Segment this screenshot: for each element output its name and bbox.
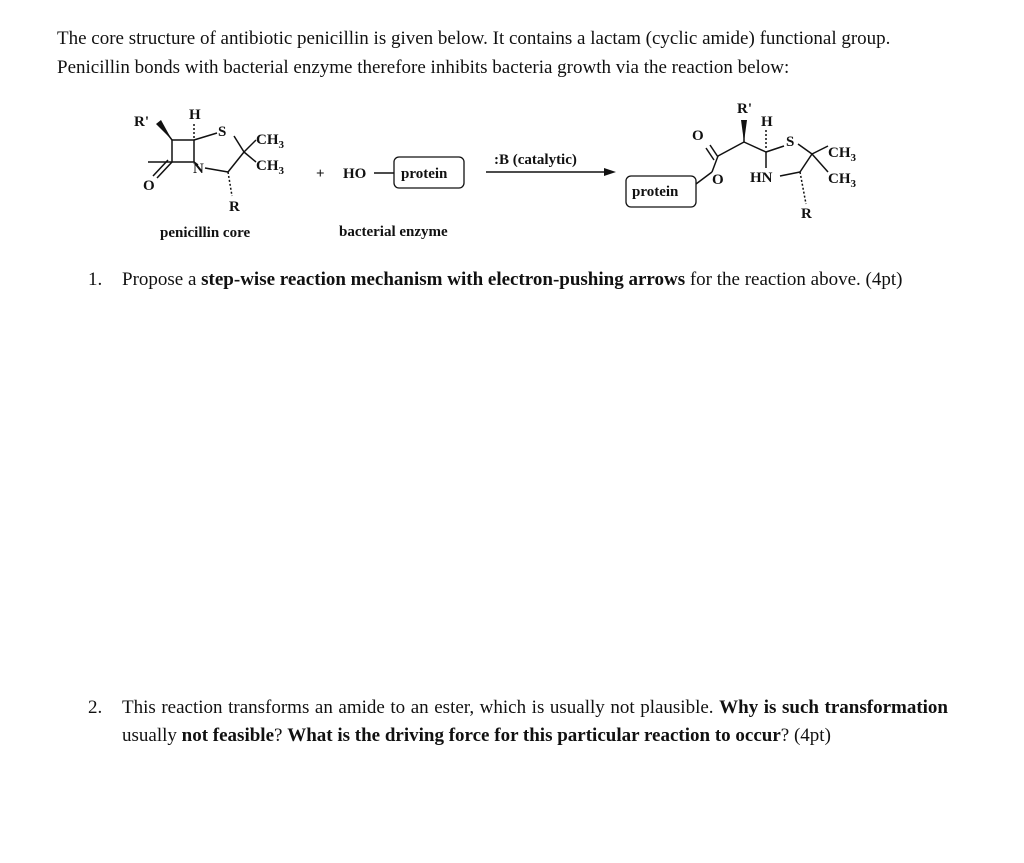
penicillin-o: O [143,178,155,194]
product-ch3-bottom: $CH_3$ [828,171,856,190]
penicillin-ch3-top: $CH_3$ [256,132,284,151]
product-ch3-top: $CH_3$ [828,145,856,164]
penicillin-n: N [193,161,204,177]
penicillin-caption: penicillin core [160,225,251,241]
product-wedge-bond [741,120,747,142]
catalyst-label: :B (catalytic) [494,152,577,168]
penicillin-r-prime: R' [134,114,149,130]
enzyme-protein-label: protein [401,166,448,182]
enzyme-ho: HO [343,166,367,182]
question-2 [88,694,948,750]
question-2-number: 2. [88,697,103,718]
product-o-ester: O [712,172,724,188]
wedge-bond [156,120,172,140]
product-protein-label: protein [632,184,679,200]
plus-sign: + [316,166,325,182]
product-structure [696,120,828,204]
product-s: S [786,134,795,150]
penicillin-h: H [189,107,201,123]
question-1-number: 1. [88,269,103,290]
penicillin-r: R [229,199,240,215]
product-h: H [761,114,773,130]
reaction-scheme [0,0,1024,260]
product-r: R [801,206,812,222]
reaction-arrow-head [604,168,616,176]
penicillin-core-structure [148,124,256,196]
question-1 [88,266,948,294]
intro-paragraph: The core structure of antibiotic penicillin is given below. It contains a lactam (cyclic amide) functional group. Penicillin bonds with bacterial enzyme therefore inhibits bacteria growth via the reaction below: [57,28,891,78]
penicillin-s: S [218,124,227,140]
enzyme-caption: bacterial enzyme [339,224,448,240]
product-o-carbonyl: O [692,128,704,144]
penicillin-ch3-bottom: $CH_3$ [256,158,284,177]
product-r-prime: R' [737,101,752,117]
question-2-text: This reaction transforms an amide to an ester, which is usually not plausible. Why is such transformation usually not feasible? What is the driving force for this particular reaction to occur? (4pt) [122,697,949,746]
question-1-text: Propose a step-wise reaction mechanism with electron-pushing arrows for the reaction above. (4pt) [122,269,903,290]
product-hn: HN [750,170,773,186]
